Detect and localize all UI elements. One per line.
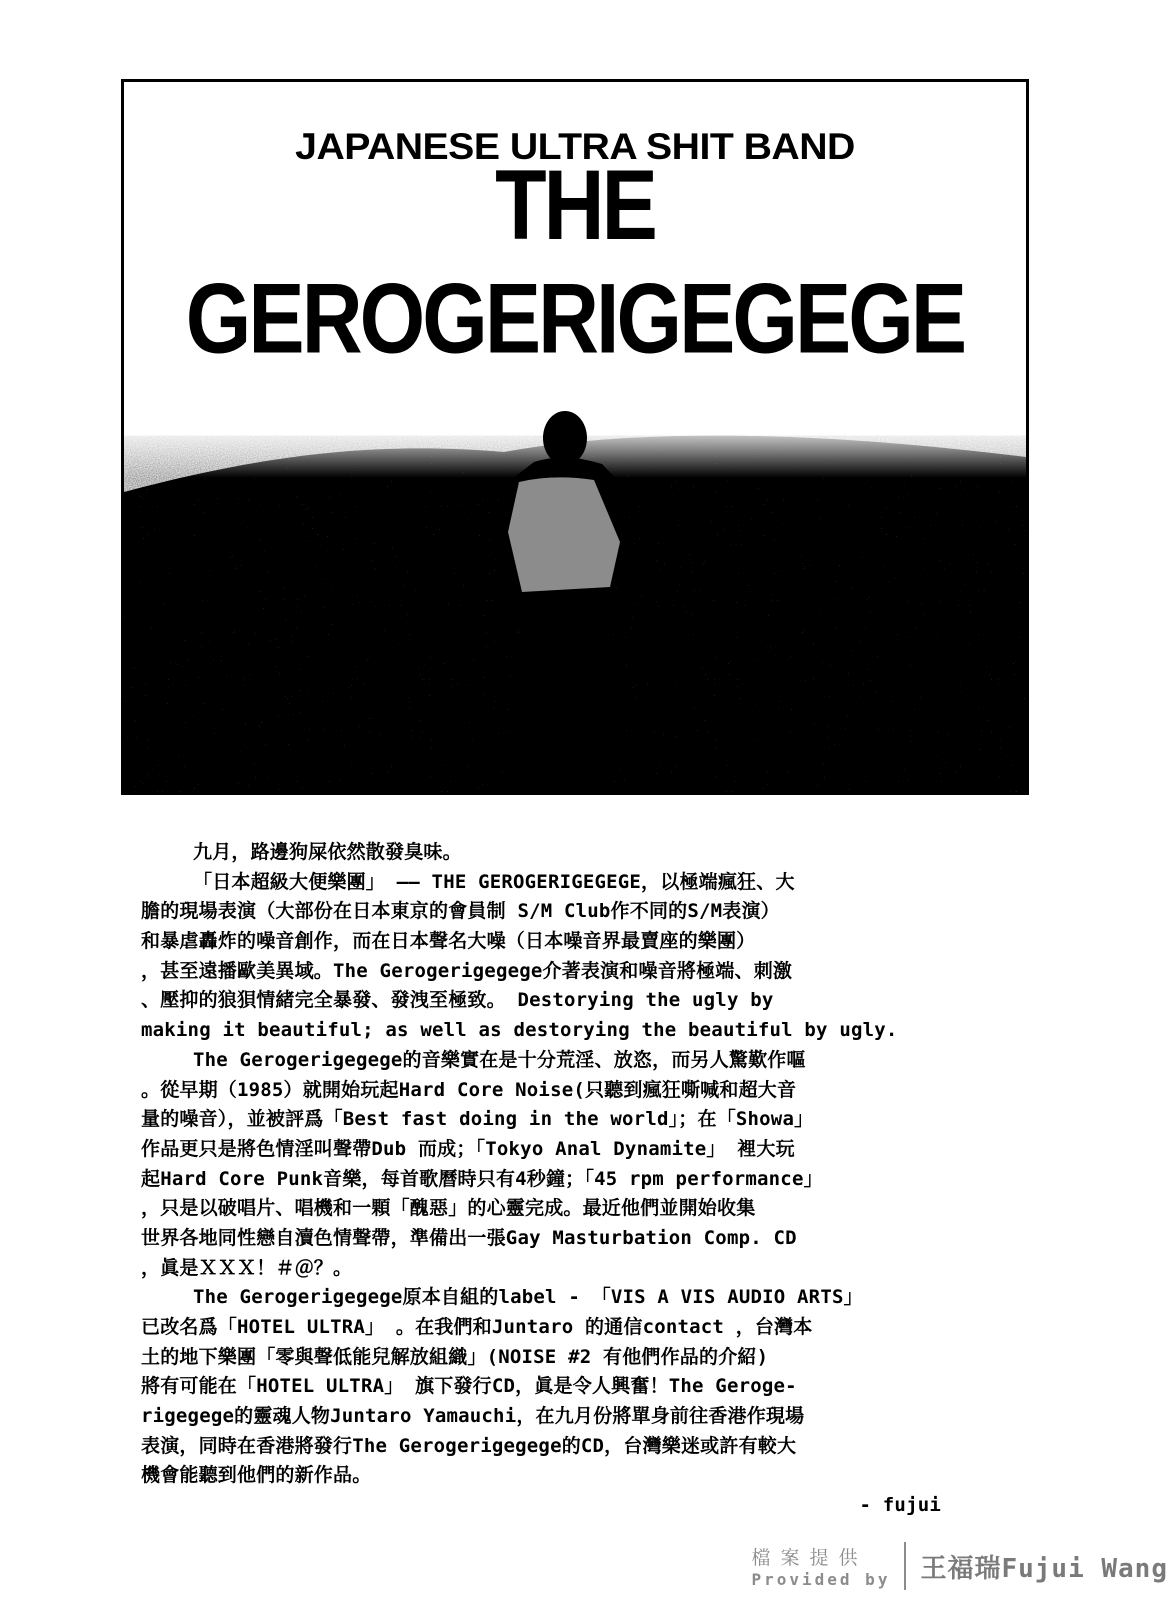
article-body (141, 838, 1001, 1521)
article-line: 九月，路邊狗屎依然散發臭味。 (193, 841, 462, 863)
credit-label (751, 1543, 904, 1589)
archive-credit (751, 1536, 1168, 1596)
poster-kicker: JAPANESE ULTRA SHIT BAND (295, 126, 855, 167)
article-line: 表演，同時在香港將發行The Gerogerigegege的CD，台灣樂迷或許有較大 (141, 1434, 797, 1457)
article-line: 、壓抑的狼狽情緒完全暴發、發洩至極致。 Destorying the ugly by (141, 989, 774, 1012)
band-name: THE GEROGERIGEGEGE (185, 150, 965, 375)
band-photo (124, 382, 1026, 792)
article-line: 作品更只是將色情淫叫聲帶Dub 而成；「Tokyo Anal Dynamite」 裡大玩 (141, 1137, 795, 1160)
article-line: 量的噪音），並被評爲「Best fast doing in the world」；在「Showa」 (141, 1108, 814, 1131)
article-line: 世界各地同性戀自瀆色情聲帶，準備出一張Gay Masturbation Comp. CD (141, 1226, 797, 1249)
article-line: 機會能聽到他們的新作品。 (141, 1464, 372, 1487)
credit-label-zh: 檔案提供 (751, 1547, 868, 1569)
credit-label-en: Provided by (751, 1570, 891, 1589)
article-line: rigegege的靈魂人物Juntaro Yamauchi，在九月份將單身前往香港作現場 (141, 1405, 805, 1428)
credit-name: 王福瑞Fujui Wang (920, 1553, 1168, 1584)
article-line: ，眞是ＸＸＸ！＃＠？。 (141, 1256, 353, 1279)
article-line: 土的地下樂團「零與聲低能兒解放組織」(NOISE #2 有他們作品的介紹) (141, 1345, 769, 1368)
article-line: 「日本超級大便樂團」 —— THE GEROGERIGEGEGE，以極端瘋狂、大 (193, 870, 795, 893)
article-line: 起Hard Core Punk音樂，每首歌曆時只有4秒鐘；「45 rpm performance」 (141, 1167, 823, 1190)
article-signature: - fujui (859, 1494, 941, 1517)
article-line: 將有可能在「HOTEL ULTRA」 旗下發行CD，眞是令人興奮！The Geroge- (141, 1375, 797, 1398)
article-line: ，只是以破唱片、唱機和一顆「醜惡」的心靈完成。最近他們並開始收集 (141, 1197, 756, 1220)
article-line: making it beautiful; as well as destorying the beautiful by ugly. (141, 1019, 898, 1042)
poster-panel (121, 79, 1029, 795)
article-line: 已改名爲「HOTEL ULTRA」 。在我們和Juntaro 的通信contact ，台灣本 (141, 1316, 813, 1338)
article-line: 。從早期（1985）就開始玩起Hard Core Noise(只聽到瘋狂嘶喊和超大音 (141, 1078, 797, 1101)
article-line: 和暴虐轟炸的噪音創作，而在日本聲名大噪（日本噪音界最賣座的樂團） (141, 930, 756, 953)
article-line: 膽的現場表演（大部份在日本東京的會員制 S/M Club作不同的S/M表演） (141, 900, 780, 923)
article-line: ，甚至遠播歐美異域。The Gerogerigegege介著表演和噪音將極端、刺激 (141, 959, 793, 982)
article-line: The Gerogerigegege原本自組的label - 「VIS A VIS AUDIO ARTS」 (193, 1286, 863, 1309)
article-line: The Gerogerigegege的音樂實在是十分荒淫、放恣，而另人驚歎作嘔 (193, 1048, 806, 1071)
